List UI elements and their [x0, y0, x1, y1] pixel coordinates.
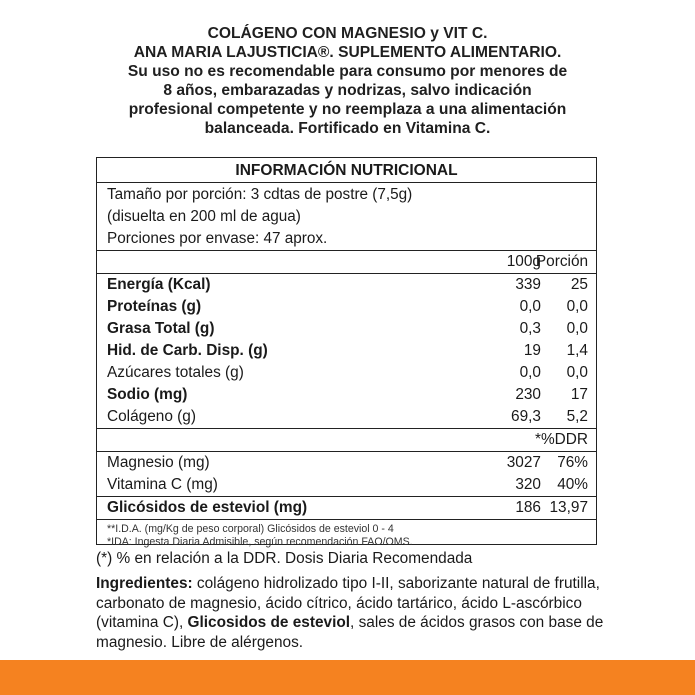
- footnote-line: **I.D.A. (mg/Kg de peso corporal) Glicósidos de esteviol 0 - 4: [107, 523, 394, 535]
- ingredients-part: colágeno hidrolizado tipo I-II, saborizante natural de frutilla, carbonato de magnesio, ácido cítrico, ácido tartárico, ácido L-ascórbico (vitamina C),: [96, 575, 600, 631]
- mineral-rows: [97, 452, 596, 496]
- table-row: [97, 340, 596, 362]
- nutrient-label: Magnesio (mg): [107, 454, 210, 471]
- serving-line: Tamaño por porción: 3 cdtas de postre (7,5g): [107, 186, 413, 203]
- value-100g: 230: [515, 386, 541, 403]
- nutrient-label: Energía (Kcal): [107, 276, 211, 293]
- serving-info: [97, 183, 596, 250]
- product-header: [0, 24, 695, 138]
- table-row: [97, 274, 596, 296]
- ddr-note: (*) % en relación a la DDR. Dosis Diaria Recomendada: [96, 550, 473, 567]
- table-row: [97, 384, 596, 406]
- nutrient-label: Glicósidos de esteviol (mg): [107, 499, 308, 516]
- ddr-header-row: [97, 429, 596, 451]
- column-header-100g: 100g: [506, 253, 541, 270]
- value-portion: 0,0: [566, 320, 588, 337]
- value-portion: 25: [570, 276, 588, 293]
- value-100g: 0,3: [519, 320, 541, 337]
- value-100g: 3027: [506, 454, 541, 471]
- column-header-portion: Porción: [535, 253, 589, 270]
- footnotes: [97, 520, 596, 549]
- nutrient-label: Colágeno (g): [107, 408, 196, 425]
- ddr-column-header: *%DDR: [534, 431, 588, 448]
- value-100g: 186: [515, 499, 541, 516]
- nutrient-rows: [97, 274, 596, 428]
- value-portion: 0,0: [566, 364, 588, 381]
- header-line: 8 años, embarazadas y nodrizas, salvo indicación: [163, 82, 532, 99]
- table-row: [97, 452, 596, 474]
- nutrient-label: Sodio (mg): [107, 386, 188, 403]
- footnote-line: *IDA: Ingesta Diaria Admisible, según recomendación FAO/OMS.: [107, 536, 413, 548]
- nutrient-label: Vitamina C (mg): [107, 476, 218, 493]
- value-portion: 76%: [557, 454, 588, 471]
- value-portion: 1,4: [566, 342, 588, 359]
- table-row: [97, 296, 596, 318]
- header-line: balanceada. Fortificado en Vitamina C.: [204, 120, 491, 137]
- value-100g: 339: [515, 276, 541, 293]
- nutrition-facts-panel: [96, 157, 597, 548]
- nutrition-title: INFORMACIÓN NUTRICIONAL: [97, 158, 596, 183]
- value-100g: 0,0: [519, 298, 541, 315]
- value-portion: 17: [570, 386, 588, 403]
- table-row: [97, 497, 596, 519]
- table-row: [97, 406, 596, 428]
- serving-line: Porciones por envase: 47 aprox.: [107, 230, 328, 247]
- value-portion: 5,2: [566, 408, 588, 425]
- value-portion: 13,97: [549, 499, 588, 516]
- nutrient-label: Azúcares totales (g): [107, 364, 244, 381]
- value-portion: 40%: [557, 476, 588, 493]
- value-100g: 19: [523, 342, 541, 359]
- header-line: COLÁGENO CON MAGNESIO y VIT C.: [207, 25, 488, 42]
- orange-footer-bar: [0, 660, 695, 695]
- column-header-row: [97, 251, 596, 273]
- serving-line: (disuelta en 200 ml de agua): [107, 208, 301, 225]
- ingredients-text: [96, 574, 606, 652]
- value-100g: 0,0: [519, 364, 541, 381]
- header-line: profesional competente y no reemplaza a una alimentación: [128, 101, 567, 118]
- ingredients-part: , sales de ácidos grasos con base de magnesio. Libre de alérgenos.: [96, 614, 604, 651]
- table-row: [97, 362, 596, 384]
- nutrient-label: Proteínas (g): [107, 298, 202, 315]
- nutrient-label: Hid. de Carb. Disp. (g): [107, 342, 268, 359]
- nutrient-label: Grasa Total (g): [107, 320, 215, 337]
- value-100g: 69,3: [511, 408, 541, 425]
- table-row: [97, 318, 596, 340]
- value-100g: 320: [515, 476, 541, 493]
- ingredients-highlight: Glicosidos de esteviol: [187, 614, 351, 631]
- ingredients-label: Ingredientes:: [96, 575, 193, 592]
- header-line: Su uso no es recomendable para consumo por menores de: [127, 63, 568, 80]
- table-row: [97, 474, 596, 496]
- value-portion: 0,0: [566, 298, 588, 315]
- header-line: ANA MARIA LAJUSTICIA®. SUPLEMENTO ALIMENTARIO.: [133, 44, 562, 61]
